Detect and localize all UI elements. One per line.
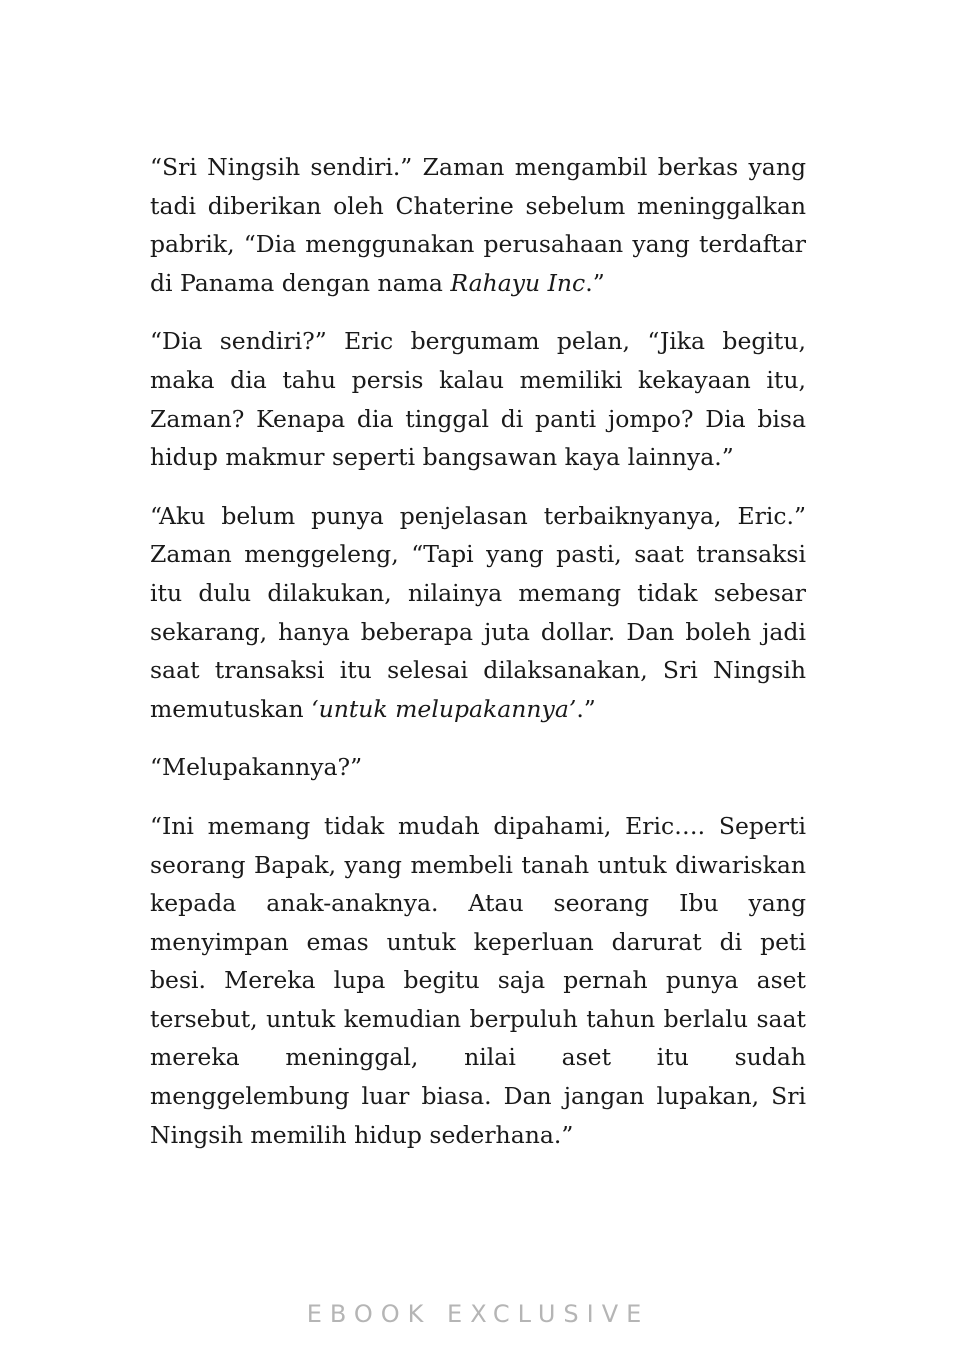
- body-text: [150, 148, 806, 1154]
- italic-company-name: Rahayu Inc: [450, 268, 586, 297]
- paragraph-2: “Dia sendiri?” Eric bergumam pelan, “Jika begitu, maka dia tahu persis kalau memiliki kekayaan itu, Zaman? Kenapa dia tinggal di panti jompo? Dia bisa hidup makmur seperti bangsawan kaya lainnya.”: [150, 327, 806, 472]
- paragraph-4: “Melupakannya?”: [150, 753, 363, 782]
- paragraph-5: “Ini memang tidak mudah dipahami, Eric…. Seperti seorang Bapak, yang membeli tanah untuk diwariskan kepada anak-anaknya. Atau seorang Ibu yang menyimpan emas untuk keperluan darurat di peti besi. Mereka lupa begitu saja pernah punya aset tersebut, untuk kemudian berpuluh tahun berlalu saat mereka meninggal, nilai aset itu sudah menggelembung luar biasa. Dan jangan lupakan, Sri Ningsih memilih hidup sederhana.”: [150, 811, 806, 1149]
- paragraph-3: “Aku belum punya penjelasan terbaiknyanya, Eric.” Zaman menggeleng, “Tapi yang pasti, saat transaksi itu dulu dilakukan, nilainya memang tidak sebesar sekarang, hanya beberapa juta dollar. Dan boleh jadi saat transaksi itu selesai dilaksanakan, Sri Ningsih memutuskan ‘untuk melupakannya’.”: [150, 501, 806, 723]
- footer-label: EBOOK EXCLUSIVE: [306, 1300, 650, 1328]
- paragraph-1: “Sri Ningsih sendiri.” Zaman mengambil berkas yang tadi diberikan oleh Chaterine sebelum meninggalkan pabrik, “Dia menggunakan perusahaan yang terdaftar di Panama dengan nama Rahayu Inc.”: [150, 153, 806, 297]
- italic-quote: ‘untuk melupakannya’: [311, 694, 577, 723]
